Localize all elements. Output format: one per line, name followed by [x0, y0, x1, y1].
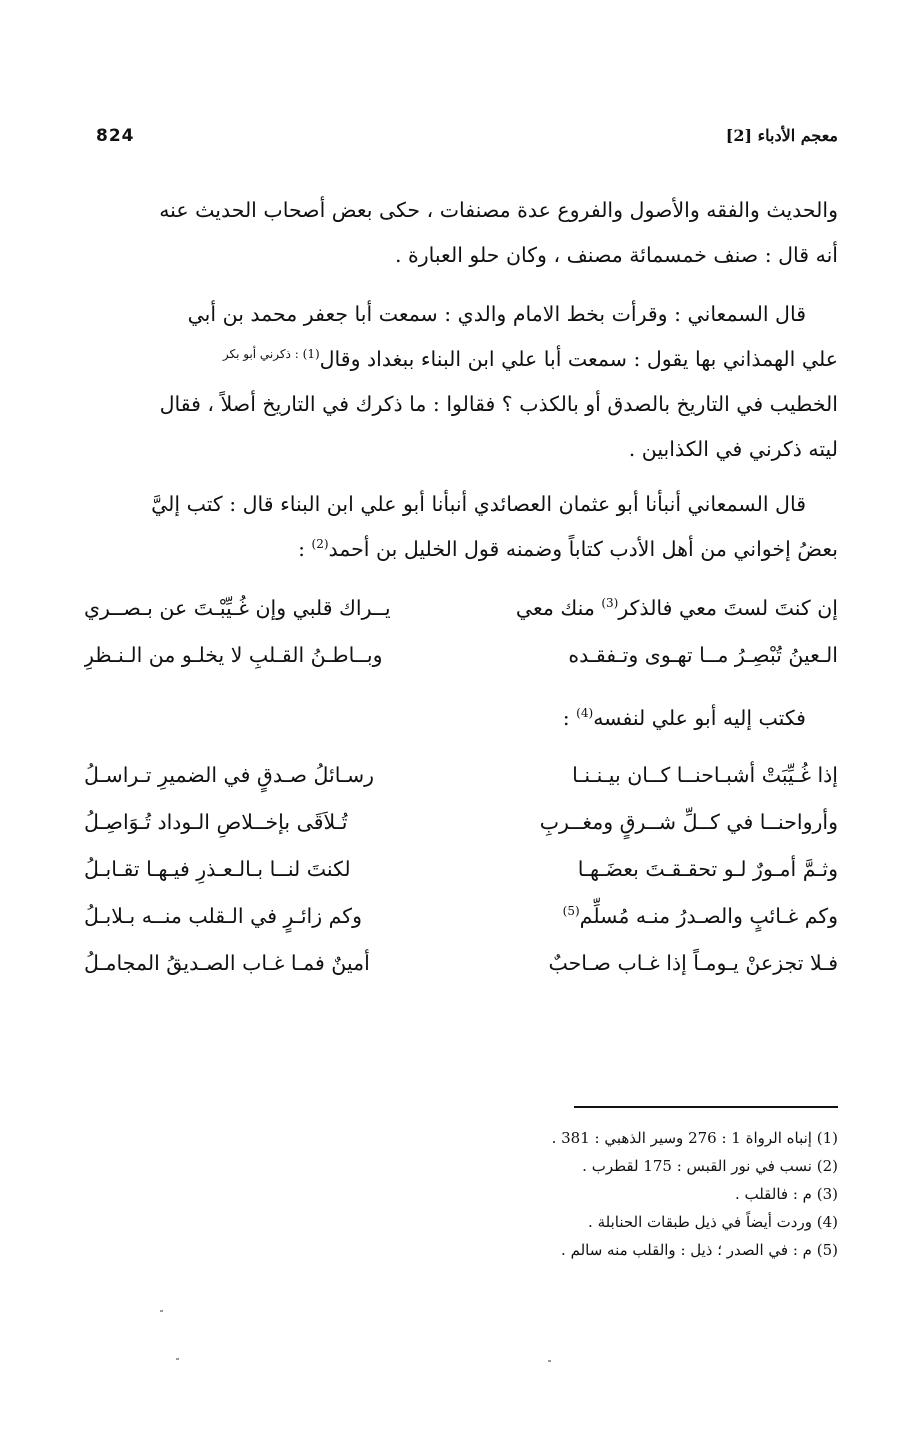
- paragraph-line: قال السمعاني : وقرأت بخط الامام والدي : سمعت أبا جعفر محمد بن أبي: [187, 302, 806, 326]
- paragraph-line: والحديث والفقه والأصول والفروع عدة مصنفات ، حكى بعض أصحاب الحديث عنه: [159, 198, 838, 222]
- poem-khalil: [84, 585, 838, 679]
- verse: [84, 799, 838, 846]
- paragraph-line: [84, 696, 838, 741]
- line-text: بعضُ إخواني من أهل الأدب كتاباً وضمنه قول الخليل بن أحمد: [328, 537, 838, 561]
- line-text: فكتب إليه أبو علي لنفسه: [593, 706, 806, 730]
- first-hemistich: وثـمَّ أمـورٌ لـو تحقـقـتَ بعضَـهـا: [577, 857, 838, 881]
- verse: [84, 940, 838, 987]
- line-text: علي الهمذاني بها يقول : سمعت أبا علي ابن البناء ببغداد وقال: [319, 347, 838, 371]
- poem-abu-ali: [84, 752, 838, 987]
- verse: [84, 846, 838, 893]
- footnote-ref-4: (4): [576, 706, 594, 721]
- first-hemistich: إذا غُـيِّبَتْ أشبـاحنــا كــان بيـنـنـا: [572, 763, 838, 787]
- scan-speck: [176, 1358, 179, 1360]
- paragraph-line: أنه قال : صنف خمسمائة مصنف ، وكان حلو العبارة .: [394, 243, 838, 267]
- page-header: [96, 126, 838, 156]
- scan-speck: [160, 1310, 163, 1312]
- paragraph-line: الخطيب في التاريخ بالصدق أو بالكذب ؟ فقالوا : ما ذكرك في التاريخ أصلاً ، فقال: [159, 392, 838, 416]
- second-hemistich: وكم زائـرٍ في الـقلب منــه بـلابـلُ: [84, 904, 362, 928]
- footnote-separator: [574, 1106, 838, 1108]
- paragraph-4: [84, 696, 838, 741]
- paragraph-1: [84, 188, 838, 278]
- footnote-ref-3: (3): [601, 596, 619, 611]
- footnote-ref-1: (1) : ذكرني أبو بكر: [222, 347, 320, 362]
- footnote-ref-2: (2): [311, 537, 329, 552]
- footnotes: [278, 1124, 838, 1264]
- paragraph-2: [84, 292, 838, 472]
- first-hemistich: الـعينُ تُبْصِـرُ مــا تهـوى وتـفقـده: [568, 643, 838, 667]
- footnote-1: (1) إنباه الرواة 1 : 276 وسير الذهبي : 381 .: [551, 1129, 838, 1147]
- second-hemistich: لكنتَ لنــا بـالـعـذرِ فيـهـا تقـابـلُ: [84, 857, 351, 881]
- second-hemistich: تُـلاَقَى بإخــلاصِ الـوداد تُـوَاصِـلُ: [84, 810, 348, 834]
- paragraph-line: ليته ذكرني في الكذابين .: [628, 437, 838, 461]
- second-hemistich: وبــاطـنُ القـلبِ لا يخلـو من الـنـظرِ: [84, 643, 383, 667]
- first-hemistich: إن كنتَ لستَ معي فالذكر$^{(3)}$ منك معي: [515, 596, 838, 620]
- paragraph-3: [84, 482, 838, 572]
- second-hemistich: أمينٌ فمـا غـاب الصـديقُ المجامـلُ: [84, 951, 370, 975]
- footnote-3: (3) م : فالقلب .: [734, 1185, 838, 1203]
- paragraph-line: [84, 527, 838, 572]
- verse: [84, 632, 838, 679]
- footnote-5: (5) م : في الصدر ؛ ذيل : والقلب منه سالم .: [561, 1241, 838, 1259]
- footnote-2: (2) نسب في نور القبس : 175 لقطرب .: [582, 1157, 838, 1175]
- second-hemistich: رسـائلُ صـدقٍ في الضميرِ تـراسـلُ: [84, 763, 375, 787]
- first-hemistich: وكم غـائبٍ والصـدرُ منـه مُسلِّم$^{(5)}$: [562, 904, 838, 928]
- verse: [84, 752, 838, 799]
- running-title: معجم الأدباء [2]: [725, 126, 838, 145]
- paragraph-line: [84, 337, 838, 382]
- verse: [84, 585, 838, 632]
- paragraph-line: قال السمعاني أنبأنا أبو عثمان العصائدي أنبأنا أبو علي ابن البناء قال : كتب إليَّ: [151, 492, 806, 516]
- line-text: :: [562, 706, 577, 730]
- first-hemistich: فـلا تجزعنْ يـومـاً إذا غـاب صـاحبٌ: [548, 951, 838, 975]
- line-text: :: [298, 537, 312, 561]
- first-hemistich: وأرواحنــا في كــلِّ شــرقٍ ومغــربِ: [539, 810, 838, 834]
- scan-speck: [548, 1360, 551, 1362]
- verse: [84, 893, 838, 940]
- footnote-ref-5: (5): [562, 904, 580, 919]
- page-number: 824: [96, 126, 135, 146]
- second-hemistich: يــراك قلبي وإن غُـيِّبْـتَ عن بـصــري: [84, 596, 391, 620]
- footnote-4: (4) وردت أيضاً في ذيل طبقات الحنابلة .: [588, 1213, 838, 1231]
